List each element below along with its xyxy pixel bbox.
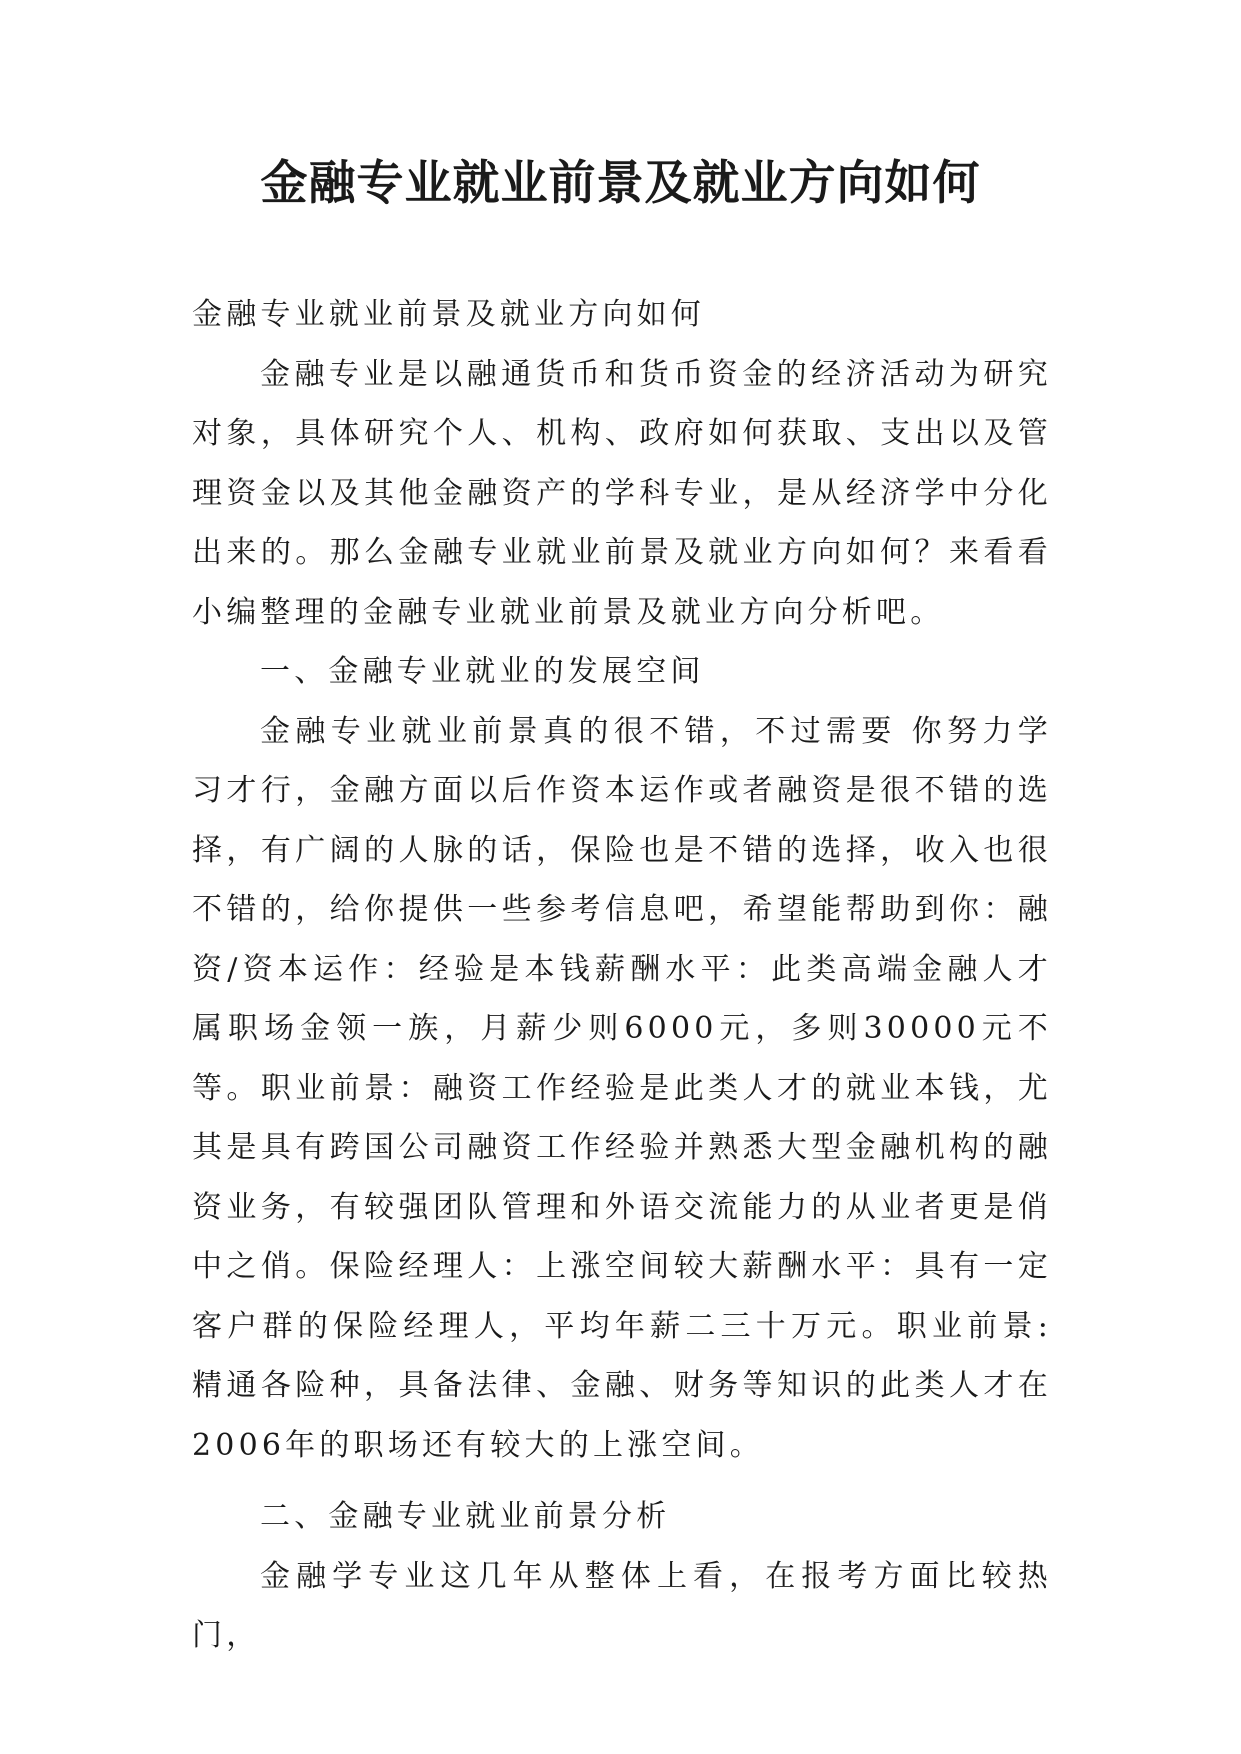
section-1-paragraph: 金融专业就业前景真的很不错，不过需要 你努力学习才行，金融方面以后作资本运作或者融资是很不错的选择，有广阔的人脉的话，保险也是不错的选择，收入也很不错的，给你提供一些参考信息吧，希望能帮助到你：融资/资本运作：经验是本钱薪酬水平：此类高端金融人才属职场金领一族，月薪少则6000元，多则30000元不等。职业前景：融资工作经验是此类人才的就业本钱，尤其是具有跨国公司融资工作经验并熟悉大型金融机构的融资业务，有较强团队管理和外语交流能力的从业者更是俏中之俏。保险经理人：上涨空间较大薪酬水平：具有一定客户群的保险经理人，平均年薪二三十万元。职业前景: 精通各险种，具备法律、金融、财务等知识的此类人才在2006年的职场还有较大的上涨空间。 xyxy=(192,713,1052,1463)
document-subtitle: 金融专业就业前景及就业方向如何 xyxy=(192,297,705,332)
section-heading-1: 一、金融专业就业的发展空间 xyxy=(260,654,705,689)
document-body xyxy=(192,285,1052,1666)
section-heading-2: 二、金融专业就业前景分析 xyxy=(260,1499,671,1534)
intro-paragraph: 金融专业是以融通货币和货币资金的经济活动为研究对象，具体研究个人、机构、政府如何获取、支出以及管理资金以及其他金融资产的学科专业，是从经济学中分化出来的。那么金融专业就业前景及就业方向如何？来看看小编整理的金融专业就业前景及就业方向分析吧。 xyxy=(192,356,1052,630)
document-title: 金融专业就业前景及就业方向如何 xyxy=(260,156,981,211)
section-2-paragraph: 金融学专业这几年从整体上看，在报考方面比较热门， xyxy=(192,1558,1052,1653)
